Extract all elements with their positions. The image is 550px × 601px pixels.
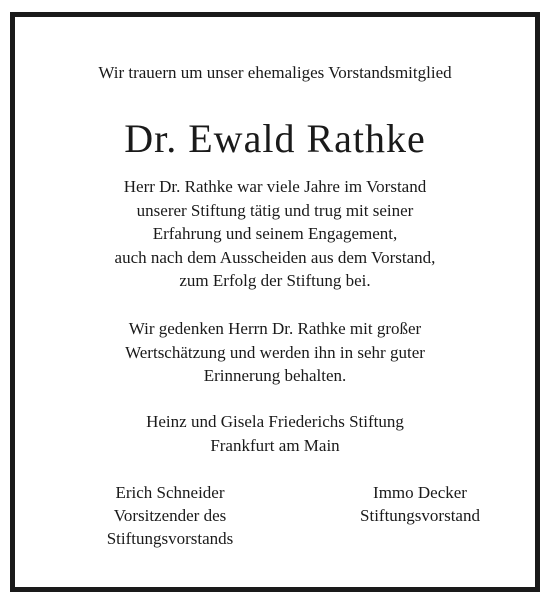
signatory-role: Stiftungsvorstand: [360, 506, 480, 525]
deceased-name: Dr. Ewald Rathke: [124, 116, 426, 161]
organization-name: Heinz und Gisela Friederichs Stiftung: [146, 412, 404, 431]
tribute-line: Erfahrung und seinem Engagement,: [152, 224, 398, 243]
signatory-role: Stiftungsvorstands: [106, 529, 234, 548]
tribute-line: unserer Stiftung tätig und trug mit seiner: [136, 200, 414, 220]
remembrance-line: Erinnerung behalten.: [203, 366, 347, 385]
tribute-line: Herr Dr. Rathke war viele Jahre im Vorstand: [123, 177, 427, 196]
tribute-line: auch nach dem Ausscheiden aus dem Vorstand,: [114, 247, 436, 267]
remembrance-line: Wertschätzung und werden ihn in sehr guter: [125, 342, 425, 362]
remembrance-line: Wir gedenken Herrn Dr. Rathke mit großer: [128, 319, 422, 338]
organization-location: Frankfurt am Main: [210, 435, 340, 455]
tribute-paragraph: [15, 175, 535, 293]
remembrance-paragraph: [15, 317, 535, 388]
signatory-role: Vorsitzender des: [113, 506, 227, 525]
signatory-name: Immo Decker: [373, 483, 467, 502]
signatory-name: Erich Schneider: [115, 483, 225, 502]
tribute-line: zum Erfolg der Stiftung bei.: [179, 271, 371, 290]
signatory-right: [325, 481, 515, 527]
organization-block: [15, 410, 535, 457]
signatory-left: [70, 481, 270, 550]
obituary-notice: [10, 12, 540, 592]
intro-line: Wir trauern um unser ehemaliges Vorstandsmitglied: [98, 63, 452, 82]
